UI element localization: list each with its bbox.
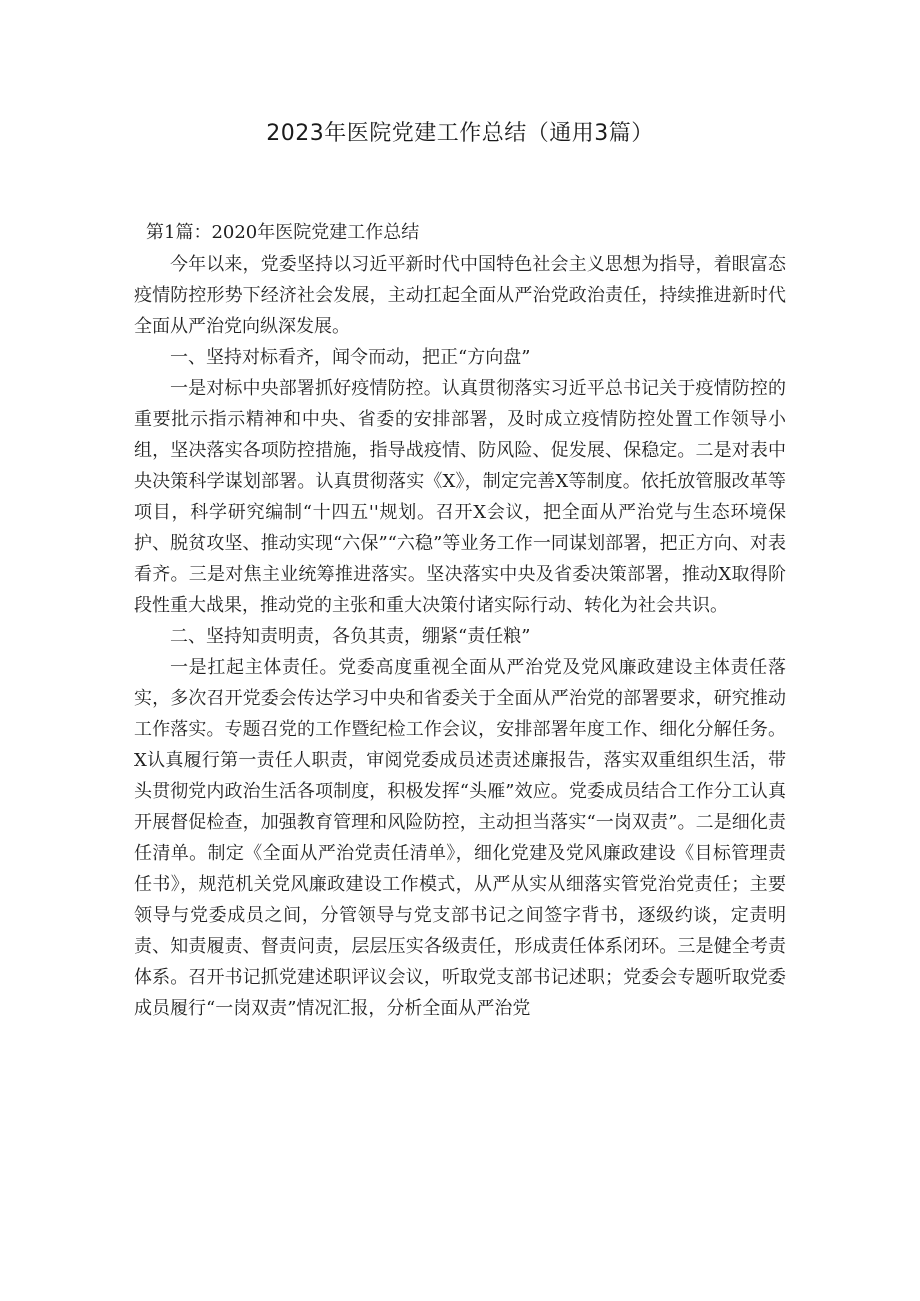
subheading-one: 一、坚持对标看齐，闻令而动，把正“方向盘” <box>170 347 531 368</box>
subheading-two: 二、坚持知责明责，各负其责，绷紧“责任粮” <box>170 626 531 647</box>
paragraph-two: 一是扛起主体责任。党委高度重视全面从严治党及党风廉政建设主体责任落实，多次召开党委会传达学习中央和省委关于全面从严治党的部署要求，研究推动工作落实。专题召党的工作暨纪检工作会议，安排部署年度工作、细化分解任务。X认真履行第一责任人职责，审阅党委成员述责述廉报告，落实双重组织生活，带头贯彻党内政治生活各项制度，积极发挥“头雁”效应。党委成员结合工作分工认真开展督促检查，加强教育管理和风险防控，主动担当落实“一岗双责”。二是细化责任清单。制定《全面从严治党责任清单》，细化党建及党风廉政建设《目标管理责任书》，规范机关党风廉政建设工作模式，从严从实从细落实管党治党责任；主要领导与党委成员之间，分管领导与党支部书记之间签字背书，逐级约谈，定责明责、知责履责、督责问责，层层压实各级责任，形成责任体系闭环。三是健全考责体系。召开书记抓党建述职评议会议，听取党支部书记述职；党委会专题听取党委成员履行“一岗双责”情况汇报，分析全面从严治党 <box>134 657 786 1019</box>
document-title: 2023年医院党建工作总结（通用3篇） <box>266 121 654 146</box>
document-body <box>134 249 786 1024</box>
section-heading: 第1篇：2020年医院党建工作总结 <box>146 222 420 243</box>
paragraph-one: 一是对标中央部署抓好疫情防控。认真贯彻落实习近平总书记关于疫情防控的重要批示指示精神和中央、省委的安排部署，及时成立疫情防控处置工作领导小组，坚决落实各项防控措施，指导战疫情、防风险、促发展、保稳定。二是对表中央决策科学谋划部署。认真贯彻落实《X》，制定完善X等制度。依托放管服改革等项目，科学研究编制“十四五''规划。召开X会议，把全面从严治党与生态环境保护、脱贫攻坚、推动实现“六保”“六稳”等业务工作一同谋划部署，把正方向、对表看齐。三是对焦主业统筹推进落实。坚决落实中央及省委决策部署，推动X取得阶段性重大战果，推动党的主张和重大决策付诸实际行动、转化为社会共识。 <box>134 378 786 616</box>
paragraph-intro: 今年以来，党委坚持以习近平新时代中国特色社会主义思想为指导，着眼富态疫情防控形势下经济社会发展，主动扛起全面从严治党政治责任，持续推进新时代全面从严治党向纵深发展。 <box>134 254 786 337</box>
